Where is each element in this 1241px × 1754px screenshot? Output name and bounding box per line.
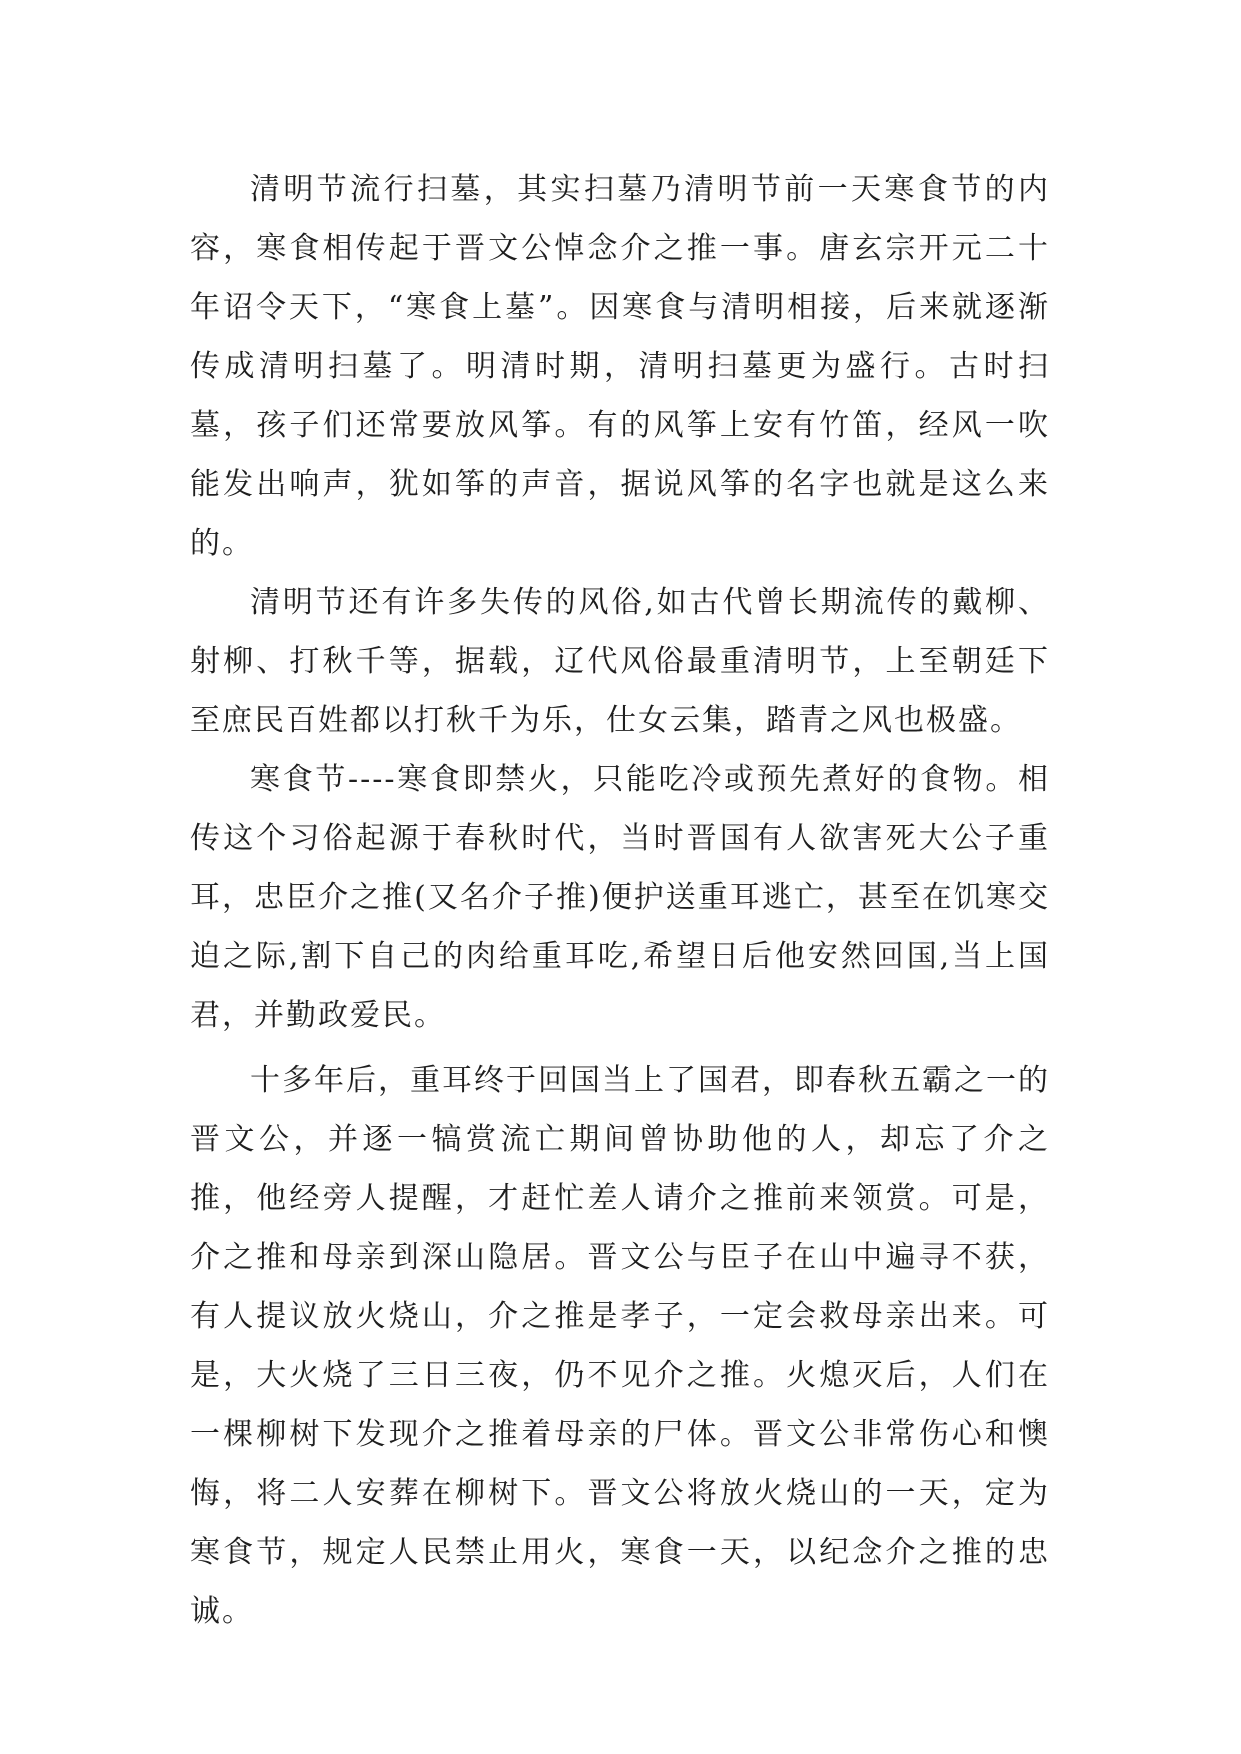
paragraph-lost-customs: 清明节还有许多失传的风俗,如古代曾长期流传的戴柳、射柳、打秋千等，据载，辽代风俗最重清明节，上至朝廷下至庶民百姓都以打秋千为乐，仕女云集，踏青之风也极盛。 bbox=[190, 585, 1050, 738]
paragraph-jin-wengong: 十多年后，重耳终于回国当上了国君，即春秋五霸之一的晋文公，并逐一犒赏流亡期间曾协助他的人，却忘了介之推，他经旁人提醒，才赶忙差人请介之推前来领赏。可是，介之推和母亲到深山隐居。晋文公与臣子在山中遍寻不获，有人提议放火烧山，介之推是孝子，一定会救母亲出来。可是，大火烧了三日三夜，仍不见介之推。火熄灭后，人们在一棵柳树下发现介之推着母亲的尸体。晋文公非常伤心和懊悔，将二人安葬在柳树下。晋文公将放火烧山的一天，定为寒食节，规定人民禁止用火，寒食一天，以纪念介之推的忠诚。 bbox=[190, 1063, 1050, 1629]
paragraph-hanshi-origin: 寒食节----寒食即禁火，只能吃冷或预先煮好的食物。相传这个习俗起源于春秋时代，当时晋国有人欲害死大公子重耳，忠臣介之推(又名介子推)便护送重耳逃亡，甚至在饥寒交迫之际,割下自己的肉给重耳吃,希望日后他安然回国,当上国君，并勤政爱民。 bbox=[190, 762, 1050, 1033]
paragraph-qingming-saomu: 清明节流行扫墓，其实扫墓乃清明节前一天寒食节的内容，寒食相传起于晋文公悼念介之推一事。唐玄宗开元二十年诏令天下，“寒食上墓”。因寒食与清明相接，后来就逐渐传成清明扫墓了。明清时期，清明扫墓更为盛行。古时扫墓，孩子们还常要放风筝。有的风筝上安有竹笛，经风一吹能发出响声，犹如筝的声音，据说风筝的名字也就是这么来的。 bbox=[190, 172, 1050, 561]
document-body bbox=[190, 160, 1050, 1641]
